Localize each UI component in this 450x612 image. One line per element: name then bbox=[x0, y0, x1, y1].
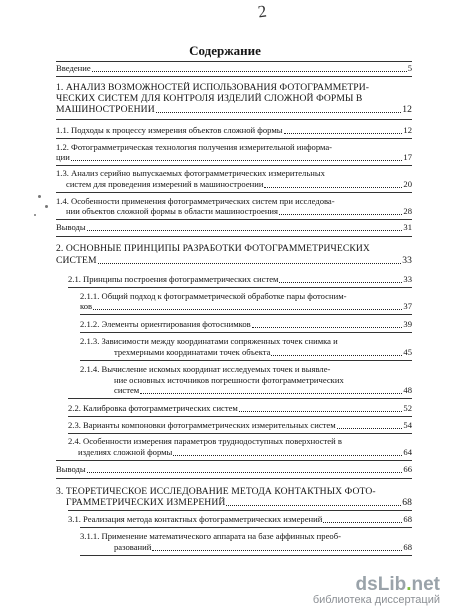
divider bbox=[80, 360, 412, 361]
toc-chapter-2-last: СИСТЕМ 33 bbox=[56, 255, 412, 266]
divider bbox=[56, 138, 412, 139]
toc-entry-2-3: 2.3. Варианты компоновки фотограмметрических измерительных систем 54 bbox=[68, 420, 412, 430]
watermark bbox=[313, 575, 440, 607]
divider bbox=[56, 76, 412, 77]
toc-entry-1-3-last: систем для проведения измерений в машиностроении 20 bbox=[66, 179, 412, 189]
divider bbox=[80, 332, 412, 333]
toc-heading: Содержание bbox=[189, 43, 261, 58]
toc-entry-2-1-4: 2.1.4. Вычисление искомых координат исследуемых точек и выявле- ние основных источников погрешности фотограмметрических bbox=[80, 364, 344, 385]
toc-entry-1-2-last: ции 17 bbox=[56, 152, 412, 162]
toc-entry-2-1-4-last: систем 48 bbox=[114, 385, 412, 395]
watermark-subtitle: библиотека диссертаций bbox=[312, 594, 440, 606]
toc-entry-2-1: 2.1. Принципы построения фотограмметрических систем 33 bbox=[68, 274, 412, 284]
divider bbox=[56, 460, 412, 461]
toc-entry-1-4: 1.4. Особенности применения фотограмметрических систем при исследова- bbox=[56, 196, 335, 206]
divider bbox=[56, 119, 412, 120]
divider bbox=[80, 527, 412, 528]
toc-entry-2-1-3-last: трехмерными координатами точек объекта 45 bbox=[114, 347, 412, 357]
toc-entry-3-1-1-last: разований 68 bbox=[114, 542, 412, 552]
toc-entry-conclusions-1: Выводы 31 bbox=[56, 222, 412, 232]
top-rule bbox=[56, 61, 412, 62]
toc-chapter-2: 2. ОСНОВНЫЕ ПРИНЦИПЫ РАЗРАБОТКИ ФОТОГРАММЕТРИЧЕСКИХ bbox=[56, 243, 370, 254]
toc-entry-3-1: 3.1. Реализация метода контактных фотограмметрических измерений 68 bbox=[68, 514, 412, 524]
divider bbox=[68, 433, 412, 434]
watermark-logo: dsLib.net bbox=[355, 574, 440, 595]
scan-speck bbox=[45, 205, 48, 208]
toc-chapter-3: 3. ТЕОРЕТИЧЕСКОЕ ИССЛЕДОВАНИЕ МЕТОДА КОНТАКТНЫХ ФОТО- bbox=[56, 486, 376, 497]
divider bbox=[80, 314, 412, 315]
divider bbox=[56, 478, 412, 479]
divider bbox=[68, 510, 412, 511]
toc-entry-2-1-2: 2.1.2. Элементы ориентирования фотоснимков 39 bbox=[80, 319, 412, 329]
divider bbox=[56, 165, 412, 166]
divider bbox=[68, 398, 412, 399]
toc-entry-2-4-last: изделиях сложной формы 64 bbox=[78, 447, 412, 457]
handwritten-page-number: 2 bbox=[256, 1, 268, 22]
scan-speck bbox=[38, 195, 41, 198]
toc-entry-2-1-3: 2.1.3. Зависимости между координатами сопряженных точек снимка и bbox=[80, 336, 338, 346]
toc-entry-2-1-1: 2.1.1. Общий подход к фотограмметрической обработке пары фотосним- bbox=[80, 291, 347, 301]
divider bbox=[56, 219, 412, 220]
divider bbox=[56, 236, 412, 237]
toc-entry-1-3: 1.3. Анализ серийно выпускаемых фотограмметрических измерительных bbox=[56, 168, 325, 178]
toc-entry-2-2: 2.2. Калибровка фотограмметрических систем 52 bbox=[68, 403, 412, 413]
divider bbox=[56, 192, 412, 193]
toc-entry-2-4: 2.4. Особенности измерения параметров труднодоступных поверхностей в bbox=[68, 436, 342, 446]
toc-chapter-3-last: ГРАММЕТРИЧЕСКИХ ИЗМЕРЕНИЙ 68 bbox=[66, 497, 412, 508]
toc-entry-3-1-1: 3.1.1. Применение математического аппарата на базе аффинных преоб- bbox=[80, 531, 341, 541]
toc-entry-conclusions-2: Выводы 66 bbox=[56, 464, 412, 474]
toc-entry-1-1: 1.1. Подходы к процессу измерения объектов сложной формы 12 bbox=[56, 125, 412, 135]
scan-speck bbox=[34, 214, 36, 216]
toc-entry-1-2: 1.2. Фотограмметрическая технология получения измерительной информа- bbox=[56, 142, 333, 152]
toc-entry-2-1-1-last: ков 37 bbox=[80, 301, 412, 311]
toc-chapter-1: 1. АНАЛИЗ ВОЗМОЖНОСТЕЙ ИСПОЛЬЗОВАНИЯ ФОТОГРАММЕТРИ- ЧЕСКИХ СИСТЕМ ДЛЯ КОНТРОЛЯ ИЗДЕЛИЙ СЛОЖНОЙ ФОРМЫ В bbox=[56, 82, 370, 104]
divider bbox=[68, 287, 412, 288]
toc-entry-intro: Введение 5 bbox=[56, 63, 412, 73]
toc-chapter-1-last: МАШИНОСТРОЕНИИ 12 bbox=[56, 104, 412, 115]
divider bbox=[80, 555, 412, 556]
divider bbox=[68, 416, 412, 417]
toc-entry-1-4-last: нии объектов сложной формы в области машиностроения 28 bbox=[66, 206, 412, 216]
